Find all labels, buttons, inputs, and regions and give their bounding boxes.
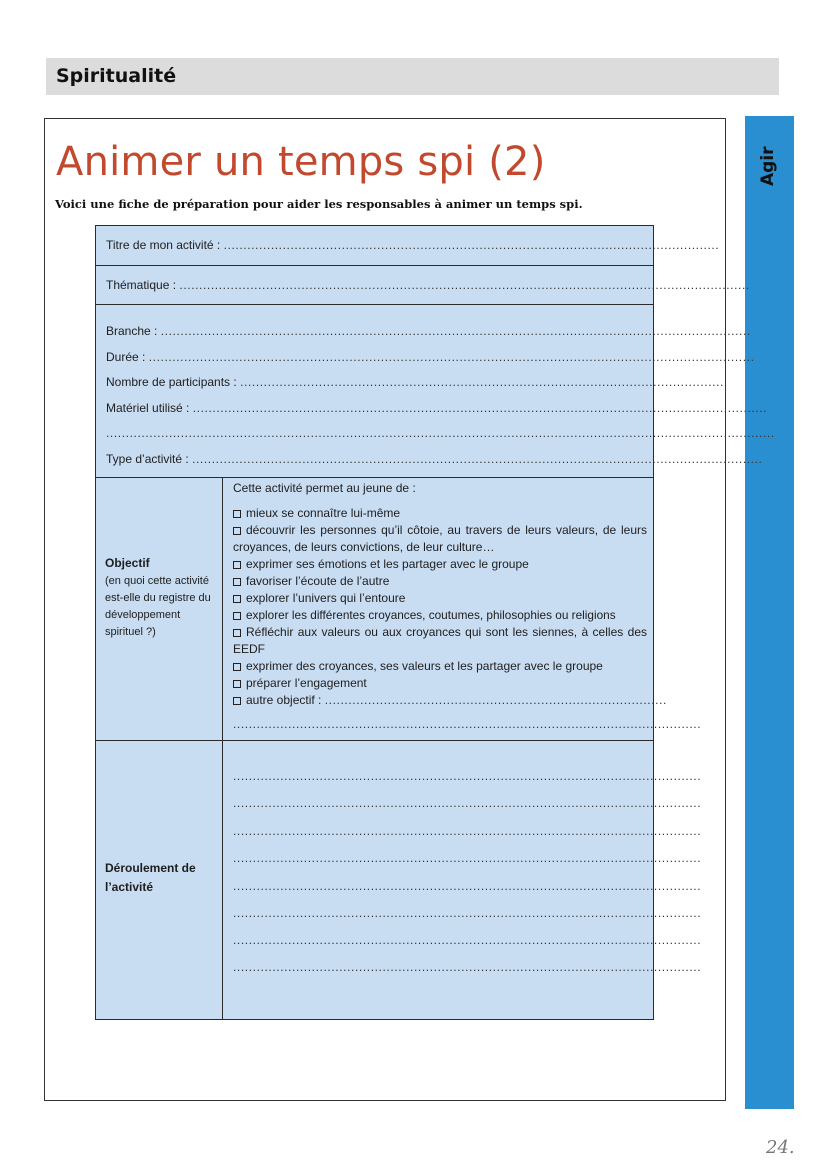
materiel-fill-line-2[interactable]: .......................................................................................................................................................................... bbox=[106, 426, 775, 440]
objectif-label: Objectif bbox=[105, 556, 150, 570]
checkbox[interactable] bbox=[233, 561, 241, 569]
deroulement-line[interactable]: ....................................................................................................................... bbox=[233, 933, 702, 947]
objectif-fill-line[interactable]: ....................................................................................................................... bbox=[233, 717, 702, 731]
checkbox[interactable] bbox=[233, 612, 241, 620]
form-row-objectif bbox=[96, 478, 702, 741]
form-row-deroulement bbox=[96, 741, 702, 1019]
option-item: exprimer ses émotions et les partager avec le groupe bbox=[233, 556, 647, 573]
deroulement-label: Déroulement de l’activité bbox=[105, 861, 196, 894]
materiel-fill-line[interactable]: .................................................................................................................................................. bbox=[192, 401, 768, 415]
objectif-intro: Cette activité permet au jeune de : bbox=[233, 481, 416, 495]
column-divider bbox=[222, 741, 223, 1019]
preparation-form bbox=[95, 225, 775, 1020]
page-title: Animer un temps spi (2) bbox=[56, 139, 546, 185]
option-item: découvrir les personnes qu’il côtoie, au travers de leurs valeurs, de leurs croyances, de leurs convictions, de leur culture… bbox=[233, 523, 647, 554]
objectif-sublabel: (en quoi cette activité est-elle du registre du développement spirituel ?) bbox=[105, 575, 211, 638]
deroulement-line[interactable]: ....................................................................................................................... bbox=[233, 824, 702, 838]
option-item: explorer l’univers qui l’entoure bbox=[233, 590, 647, 607]
option-item: autre objectif : ....................................................................................... bbox=[233, 692, 647, 709]
deroulement-line[interactable]: ....................................................................................................................... bbox=[233, 769, 702, 783]
checkbox[interactable] bbox=[233, 663, 241, 671]
option-item: exprimer des croyances, ses valeurs et les partager avec le groupe bbox=[233, 658, 647, 675]
duree-label: Durée : bbox=[106, 350, 146, 364]
deroulement-line[interactable]: ....................................................................................................................... bbox=[233, 879, 702, 893]
participants-label: Nombre de participants : bbox=[106, 375, 237, 389]
side-tab bbox=[745, 116, 794, 1109]
option-item: Réfléchir aux valeurs ou aux croyances qui sont les siennes, à celles des EEDF bbox=[233, 625, 647, 656]
checkbox[interactable] bbox=[233, 578, 241, 586]
type-label: Type d’activité : bbox=[106, 452, 189, 466]
materiel-label: Matériel utilisé : bbox=[106, 401, 190, 415]
option-item: explorer les différentes croyances, coutumes, philosophies ou religions bbox=[233, 607, 647, 624]
checkbox[interactable] bbox=[233, 510, 241, 518]
section-title: Spiritualité bbox=[56, 65, 177, 87]
form-row-titre bbox=[96, 226, 720, 266]
checkbox[interactable] bbox=[233, 595, 241, 603]
participants-fill-line[interactable]: ........................................................................................................................... bbox=[240, 375, 724, 389]
deroulement-line[interactable]: ....................................................................................................................... bbox=[233, 906, 702, 920]
duree-fill-line[interactable]: .......................................................................................................................................................... bbox=[148, 350, 755, 364]
intro-text: Voici une fiche de préparation pour aider les responsables à animer un temps spi. bbox=[55, 197, 583, 211]
branche-label: Branche : bbox=[106, 324, 158, 338]
option-item: préparer l’engagement bbox=[233, 675, 647, 692]
form-row-thematique bbox=[96, 266, 750, 305]
deroulement-line[interactable]: ....................................................................................................................... bbox=[233, 796, 702, 810]
type-fill-line[interactable]: ................................................................................................................................................. bbox=[192, 452, 763, 466]
autre-objectif-fill-line[interactable]: ....................................................................................... bbox=[324, 693, 667, 707]
page-number: 24. bbox=[766, 1137, 795, 1158]
option-item: favoriser l’écoute de l’autre bbox=[233, 573, 647, 590]
thematique-fill-line[interactable]: ................................................................................................................................................. bbox=[179, 278, 750, 292]
deroulement-line[interactable]: ....................................................................................................................... bbox=[233, 960, 702, 974]
thematique-label: Thématique : bbox=[106, 278, 177, 292]
checkbox[interactable] bbox=[233, 527, 241, 535]
checkbox[interactable] bbox=[233, 680, 241, 688]
branche-fill-line[interactable]: ...................................................................................................................................................... bbox=[160, 324, 751, 338]
checkbox[interactable] bbox=[233, 629, 241, 637]
titre-fill-line[interactable]: .............................................................................................................................. bbox=[223, 238, 720, 252]
checkbox[interactable] bbox=[233, 697, 241, 705]
deroulement-line[interactable]: ....................................................................................................................... bbox=[233, 851, 702, 865]
column-divider bbox=[222, 478, 223, 740]
option-item: mieux se connaître lui-même bbox=[233, 505, 647, 522]
section-header-bar bbox=[46, 58, 779, 95]
side-tab-label: Agir bbox=[758, 146, 778, 186]
form-row-details bbox=[96, 305, 775, 478]
titre-label: Titre de mon activité : bbox=[106, 238, 221, 252]
